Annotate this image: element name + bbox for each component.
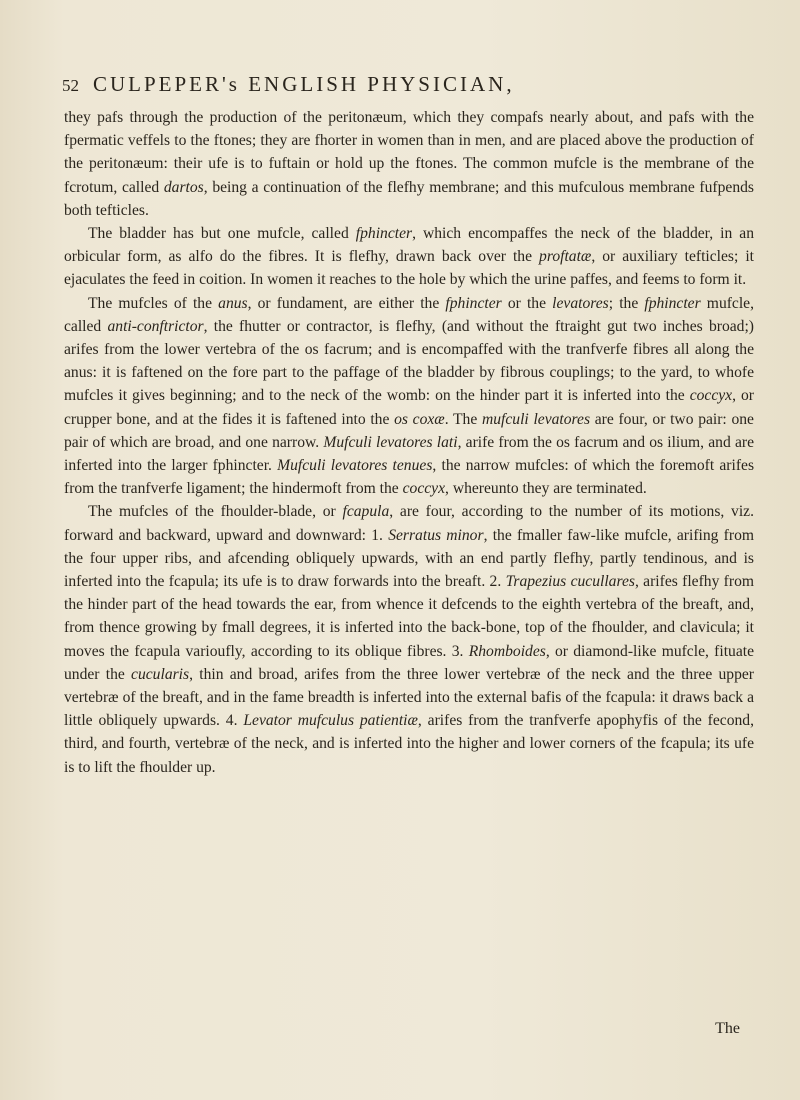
text-run: , the narrow mufcles: of which the foremoft arifes from the tranfverfe ligament; the hindermoft from the [64,457,755,498]
catchword: The [715,1020,740,1037]
italic-term: coccyx [689,387,733,405]
text-run: , the fmaller faw-like mufcle, arifing from the four upper ribs, and afcending obliquely upwards, with an end partly flefhy, partly tendinous, and is inferted into the fcapula; its ufe is to draw forwards into the breaft. 2. [64,526,754,591]
italic-term: fphincter [445,294,502,312]
text-run: ; the [608,294,645,312]
text-run: , arifes from the tranfverfe apophyfis of the fecond, third, and fourth, vertebræ of the neck, and is inferted into the higher and lower corners of the fcapula; its ufe is to lift the fhoulder up. [64,712,754,776]
text-run: , whereunto they are terminated. [445,480,647,498]
text-run: , thin and broad, arifes from the three lower vertebræ of the neck and the three upper vertebræ of the breaft, and in the fame breadth is inferted into the external bafis of the fcapula: it draws back a little obliquely upwards. 4. [64,665,754,730]
paragraph [64,500,754,778]
paragraph [64,292,754,501]
italic-term: levatores [552,294,609,312]
text-run: The mufcles of the [88,294,219,312]
text-run: The bladder has but one mufcle, called [88,225,356,243]
italic-term: Trapezius cucullares [505,573,635,591]
text-run: , being a continuation of the flefhy membrane; and this mufculous membrane fufpends both tefticles. [64,178,754,219]
text-run: are four, or two pair: one pair of which are broad, and one narrow. [64,410,754,451]
text-run: , or auxiliary tefticles; it ejaculates the feed in coition. In women it reaches to the hole by which the urine paffes, and feems to form it. [64,248,755,289]
italic-term: anti-conftrictor [107,317,204,335]
italic-term: fphincter [644,294,701,312]
text-run: , are four, according to the number of its motions, viz. forward and backward, upward and downward: 1. [64,503,754,544]
italic-term: Mufculi levatores tenues [277,457,433,475]
italic-term: os coxæ [394,410,445,428]
italic-term: Serratus minor [388,526,484,544]
text-run: , the fhutter or contractor, is flefhy, (and without the ftraight gut two inches broad;) arifes from the lower vertebra of the os facrum; and is encompaffed with the tranfverfe fibres all along the anus: it is faftened on the fore part to the paffage of the bladder by fibrous couplings; to the yard, to whofe mufcles it gives beginning; and to the neck of the womb: on the hinder part it is inferted into the [64,317,754,405]
text-run: they pafs through the production of the peritonæum, which they compafs nearly about, and pafs with the fpermatic veffels to the ftones; they are fhorter in women than in men, and are placed above the production of the peritonæum: their ufe is to fuftain or hold up the ftones. The common mufcle is the membrane of the fcrotum, called [64,109,754,196]
italic-term: fcapula [342,503,390,521]
running-title: CULPEPER's ENGLISH PHYSICIAN, [93,72,515,96]
text-run: mufcle, called [64,294,755,335]
italic-term: coccyx [402,480,446,498]
text-run: , or fundament, are either the [247,294,446,312]
italic-term: fphincter [355,225,413,243]
italic-term: dartos [163,178,204,196]
running-header [62,72,752,97]
text-run: , which encompaffes the neck of the bladder, in an orbicular form, as alfo do the fibres. It is flefhy, drawn back over the [64,225,755,266]
text-run: , or crupper bone, and at the fides it is faftened into the [64,387,754,428]
body-text [64,106,754,779]
paragraph [64,106,754,222]
text-run: The mufcles of the fhoulder-blade, or [88,503,343,521]
text-run: , arife from the os facrum and os ilium, and are inferted into the larger fphincter. [64,433,754,475]
italic-term: anus [218,294,248,312]
text-run: or the [501,294,553,312]
paragraph [64,222,754,292]
text-run: , or diamond-like mufcle, fituate under the [64,642,754,683]
italic-term: Levator mufculus patientiæ [243,712,418,730]
page-number: 52 [62,76,79,95]
italic-term: cucularis [131,665,190,683]
text-run: , arifes flefhy from the hinder part of the head towards the ear, from whence it defcends to the eighth vertebra of the breaft, and, from thence growing by fmall degrees, it is inferted into the back-bone, top of the fhoulder, and clavicula; it moves the fcapula varioufly, according to its oblique fibres. 3. [64,573,754,660]
italic-term: proftatæ [539,248,592,266]
text-run: . The [444,410,482,428]
italic-term: Rhomboides [468,642,546,660]
italic-term: Mufculi levatores lati [323,433,458,451]
italic-term: mufculi levatores [481,410,591,428]
